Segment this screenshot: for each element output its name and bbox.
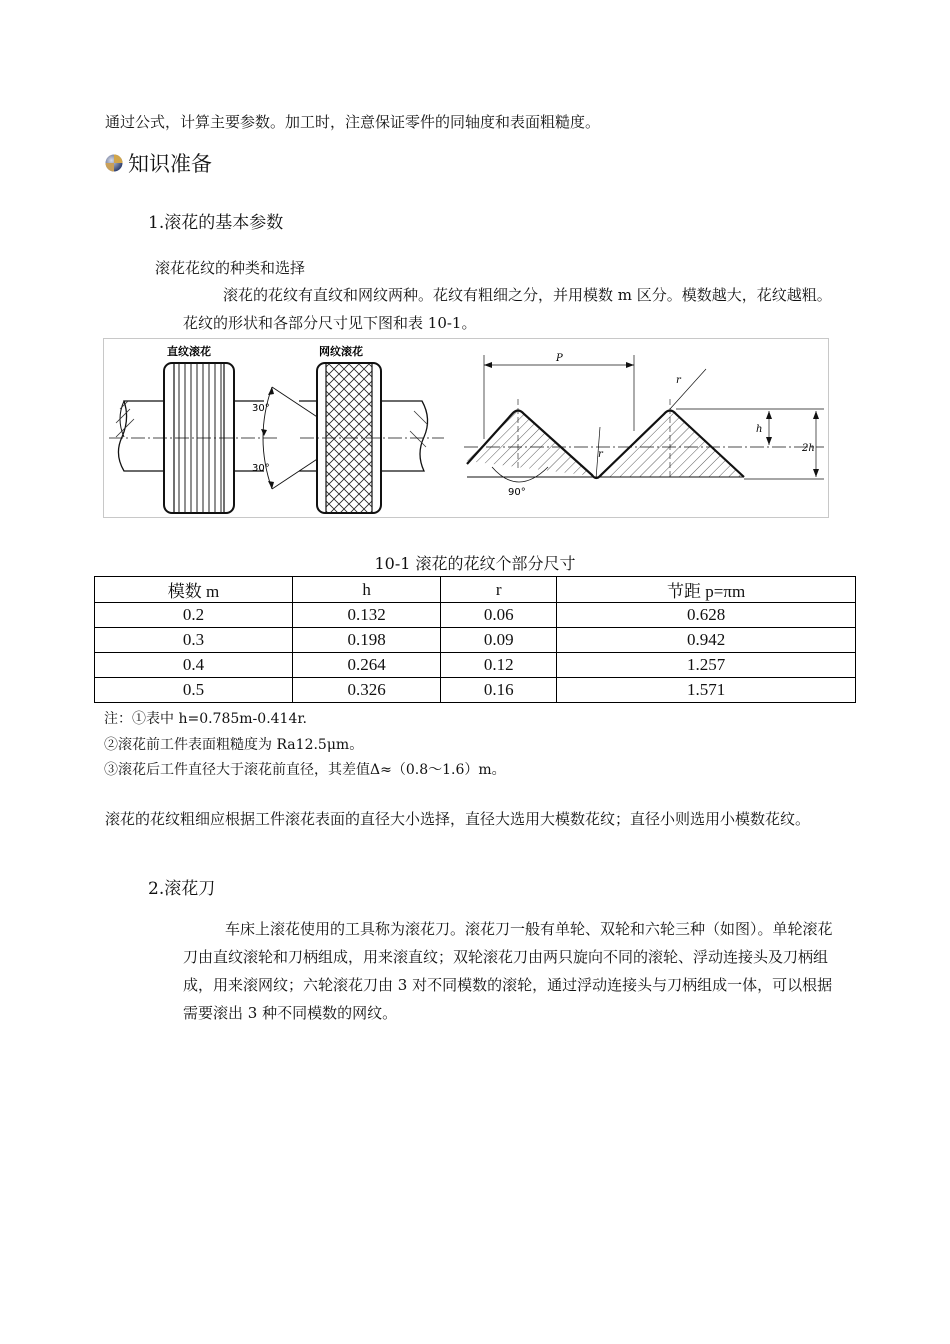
label-mesh-knurl: 网纹滚花: [319, 345, 363, 358]
table-row: [95, 603, 856, 628]
paragraph-knurling-tool: [183, 915, 833, 1027]
label-straight-knurl: 直纹滚花: [167, 345, 211, 358]
straight-knurl-view: [109, 344, 279, 513]
table-cell: 0.06: [441, 603, 557, 628]
table-notes: [104, 707, 506, 784]
table-cell: 0.326: [293, 678, 441, 703]
table-cell: 0.198: [293, 628, 441, 653]
table-caption: 10-1 滚花的花纹个部分尺寸: [374, 554, 576, 573]
heading-basic-params: 1.滚花的基本参数: [148, 213, 284, 233]
heading-knurling-tool: 2.滚花刀: [148, 879, 216, 899]
table-row: [95, 653, 856, 678]
sphere-bullet-icon: [104, 153, 124, 173]
table-cell: 0.942: [557, 628, 856, 653]
table-cell: 1.257: [557, 653, 856, 678]
label-angle-top: 30°: [252, 403, 270, 414]
table-cell: 0.5: [95, 678, 293, 703]
note-line: ③滚花后工件直径大于滚花前直径，其差值Δ≈（0.8～1.6）m。: [104, 762, 506, 778]
table-cell: 0.4: [95, 653, 293, 678]
table-cell: 0.132: [293, 603, 441, 628]
table-cell: 0.264: [293, 653, 441, 678]
note-line: ②滚花前工件表面粗糙度为 Ra12.5μm。: [104, 736, 364, 753]
label-2h: 2h: [802, 443, 815, 454]
table-cell: 0.3: [95, 628, 293, 653]
table-cell: 0.2: [95, 603, 293, 628]
tooth-profile-view: [464, 353, 824, 498]
header-h: h: [293, 577, 441, 603]
section-header: [104, 148, 212, 178]
label-h: h: [756, 424, 763, 435]
table-header-row: [95, 577, 856, 603]
paragraph-pattern: [183, 281, 833, 337]
label-pitch: P: [556, 353, 563, 364]
paragraph-selection: 滚花的花纹粗细应根据工件滚花表面的直径大小选择，直径大选用大模数花纹；直径小则选用小模数花纹。: [105, 810, 811, 828]
intro-line: 通过公式，计算主要参数。加工时，注意保证零件的同轴度和表面粗糙度。: [105, 113, 601, 131]
table-cell: 0.09: [441, 628, 557, 653]
label-radius-top: r: [676, 375, 681, 386]
knurl-diagram-svg: [104, 339, 828, 517]
knurl-dimension-table: [94, 576, 856, 703]
header-r: r: [441, 577, 557, 603]
paragraph-knurling-tool-text: 车床上滚花使用的工具称为滚花刀。滚花刀一般有单轮、双轮和六轮三种（如图）。单轮滚花刀由直纹滚轮和刀柄组成，用来滚直纹；双轮滚花刀由两只旋向不同的滚轮、浮动连接头及刀柄组成，用来滚网纹；六轮滚花刀由 3 对不同模数的滚轮，通过浮动连接头与刀柄组成一体，可以根据需要滚出 3 种不同模数的网纹。: [183, 920, 833, 1022]
paragraph-pattern-text: 滚花的花纹有直纹和网纹两种。花纹有粗细之分，并用模数 m 区分。模数越大，花纹越粗。花纹的形状和各部分尺寸见下图和表 10-1。: [183, 286, 832, 332]
subheading-pattern-types: 滚花花纹的种类和选择: [155, 259, 306, 277]
note-line: 注：①表中 h=0.785m-0.414r.: [104, 711, 307, 727]
table-cell: 1.571: [557, 678, 856, 703]
header-module: 模数 m: [95, 577, 293, 603]
knurl-diagram: [103, 338, 829, 518]
table-row: [95, 628, 856, 653]
table-cell: 0.628: [557, 603, 856, 628]
label-radius-mid: r: [598, 449, 603, 460]
header-pitch: 节距 p=πm: [557, 577, 856, 603]
table-row: [95, 678, 856, 703]
section-title: 知识准备: [128, 152, 212, 176]
label-90-degrees: 90°: [508, 487, 526, 498]
mesh-knurl-view: [299, 344, 444, 513]
label-angle-bottom: 30°: [252, 463, 270, 474]
table-cell: 0.12: [441, 653, 557, 678]
table-cell: 0.16: [441, 678, 557, 703]
